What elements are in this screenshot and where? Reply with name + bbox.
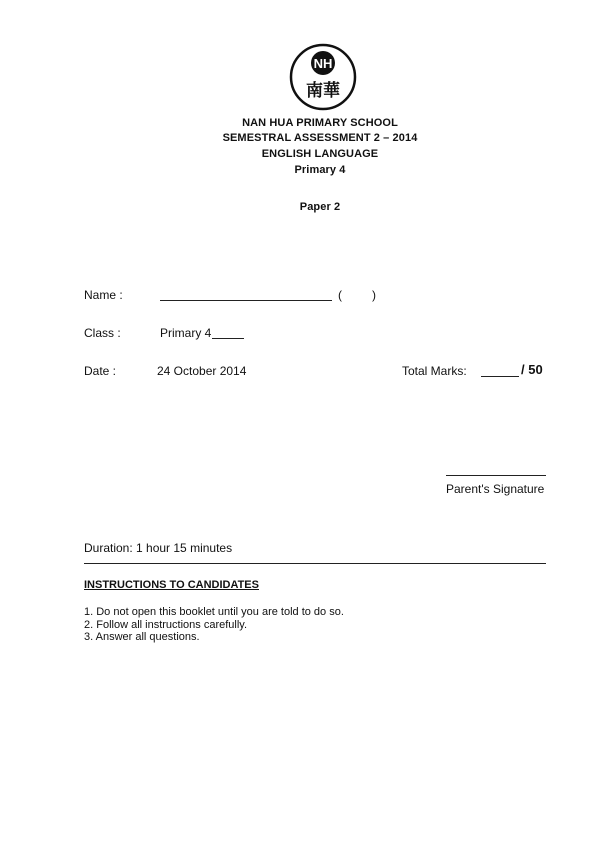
- class-line[interactable]: [212, 338, 244, 339]
- instructions-heading: INSTRUCTIONS TO CANDIDATES: [84, 579, 259, 591]
- signature-line[interactable]: [446, 475, 546, 476]
- assessment-title: SEMESTRAL ASSESSMENT 2 – 2014: [222, 132, 418, 144]
- logo-letters: NH: [313, 56, 333, 71]
- name-paren-open: (: [338, 288, 342, 302]
- school-name: NAN HUA PRIMARY SCHOOL: [242, 117, 398, 129]
- total-marks-line[interactable]: [481, 376, 519, 377]
- name-paren-close: ): [372, 288, 376, 302]
- school-logo: [288, 42, 358, 112]
- instructions-list: [84, 606, 344, 644]
- date-label: Date :: [84, 364, 117, 378]
- divider-line: [84, 563, 546, 564]
- instruction-item: 2. Follow all instructions carefully.: [84, 618, 248, 631]
- signature-label: Parent's Signature: [446, 482, 545, 496]
- instruction-item: 3. Answer all questions.: [84, 631, 200, 643]
- instruction-item: 1. Do not open this booklet until you are told to do so.: [84, 606, 344, 618]
- total-marks-label: Total Marks:: [402, 364, 467, 378]
- level-title: Primary 4: [294, 164, 346, 176]
- date-value: 24 October 2014: [157, 364, 247, 378]
- class-value: Primary 4: [160, 326, 212, 340]
- total-marks-max: / 50: [521, 362, 543, 377]
- name-line[interactable]: [160, 300, 332, 301]
- logo-chinese-name: 南華: [306, 81, 340, 101]
- class-label: Class :: [84, 326, 121, 340]
- subject-title: ENGLISH LANGUAGE: [261, 148, 379, 160]
- name-label: Name :: [84, 288, 123, 302]
- paper-title: Paper 2: [299, 201, 341, 213]
- duration-text: Duration: 1 hour 15 minutes: [84, 541, 233, 555]
